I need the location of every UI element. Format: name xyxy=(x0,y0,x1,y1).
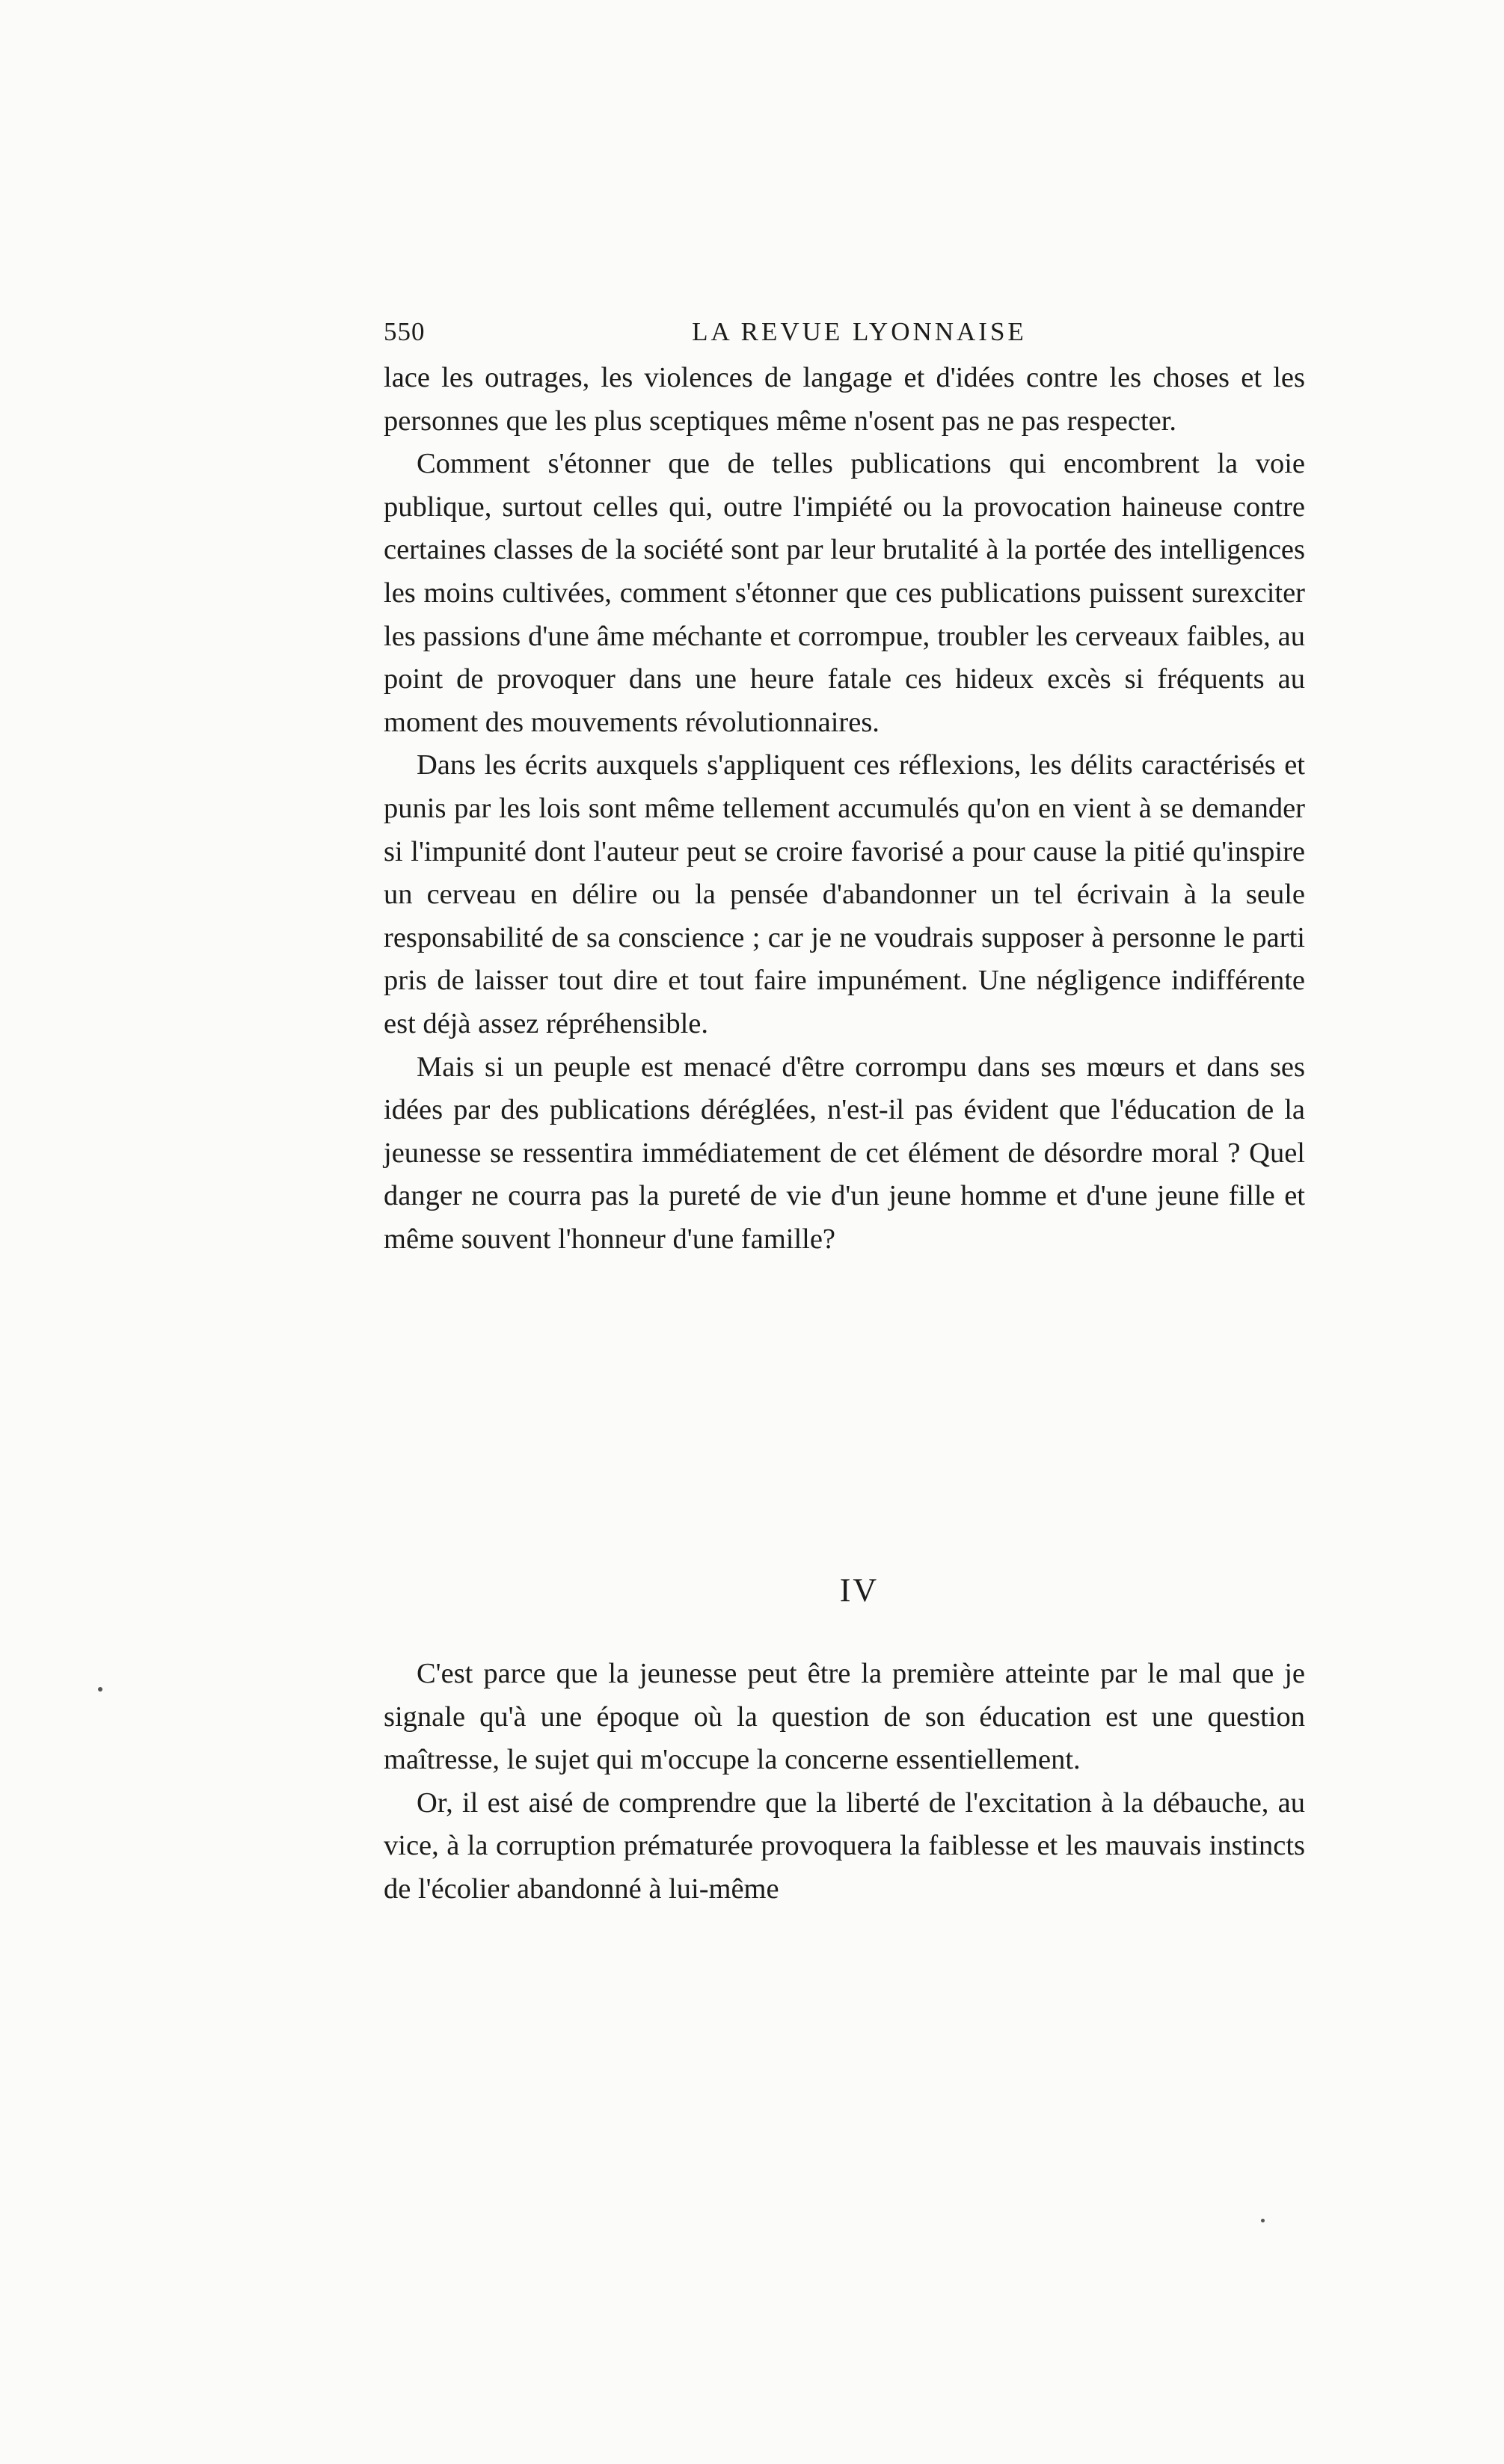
paragraph: Mais si un peuple est menacé d'être corrompu dans ses mœurs et dans ses idées par des publications déréglées, n'est-il pas évident que l'éducation de la jeunesse se ressentira immédiatement de cet élément de désordre moral ? Quel danger ne courra pas la pureté de vie d'un jeune homme et d'une jeune fille et même souvent l'honneur d'une famille? xyxy=(384,1051,1305,1255)
journal-title: LA REVUE LYONNAISE xyxy=(692,317,1027,346)
body-text-upper xyxy=(384,357,1305,1261)
paper-speck xyxy=(98,1687,102,1692)
paragraph: Dans les écrits auxquels s'appliquent ces réflexions, les délits caractérisés et punis par les lois sont même tellement accumulés qu'on en vient à se demander si l'impunité dont l'auteur peut se croire favorisé a pour cause la pitié qu'inspire un cerveau en délire ou la pensée d'abandonner un tel écrivain à la seule responsabilité de sa conscience ; car je ne voudrais supposer à personne le parti pris de laisser tout dire et tout faire impunément. Une négligence indifférente est déjà assez répréhensible. xyxy=(384,749,1305,1039)
paper-speck xyxy=(1261,2219,1265,2222)
paragraph: Or, il est aisé de comprendre que la liberté de l'excitation à la débauche, au vice, à la corruption prématurée provoquera la faiblesse et les mauvais instincts de l'écolier abandonné à lui-même xyxy=(384,1786,1305,1905)
section-heading: IV xyxy=(839,1572,880,1609)
body-text-lower xyxy=(384,1653,1305,1911)
paragraph: lace les outrages, les violences de langage et d'idées contre les choses et les personnes que les plus sceptiques même n'osent pas ne pas respecter. xyxy=(384,362,1305,437)
running-head xyxy=(384,310,1305,354)
paragraph: C'est parce que la jeunesse peut être la première atteinte par le mal que je signale qu'à une époque où la question de son éducation est une question maîtresse, le sujet qui m'occupe la concerne essentiellement. xyxy=(384,1658,1305,1776)
paragraph: Comment s'étonner que de telles publications qui encombrent la voie publique, surtout celles qui, outre l'impiété ou la provocation haineuse contre certaines classes de la société sont par leur brutalité à la portée des intelligences les moins cultivées, comment s'étonner que ces publications puissent surexciter les passions d'une âme méchante et corrompue, troubler les cerveaux faibles, au point de provoquer dans une heure fatale ces hideux excès si fréquents au moment des mouvements révolutionnaires. xyxy=(384,448,1305,738)
page-number: 550 xyxy=(384,317,426,346)
